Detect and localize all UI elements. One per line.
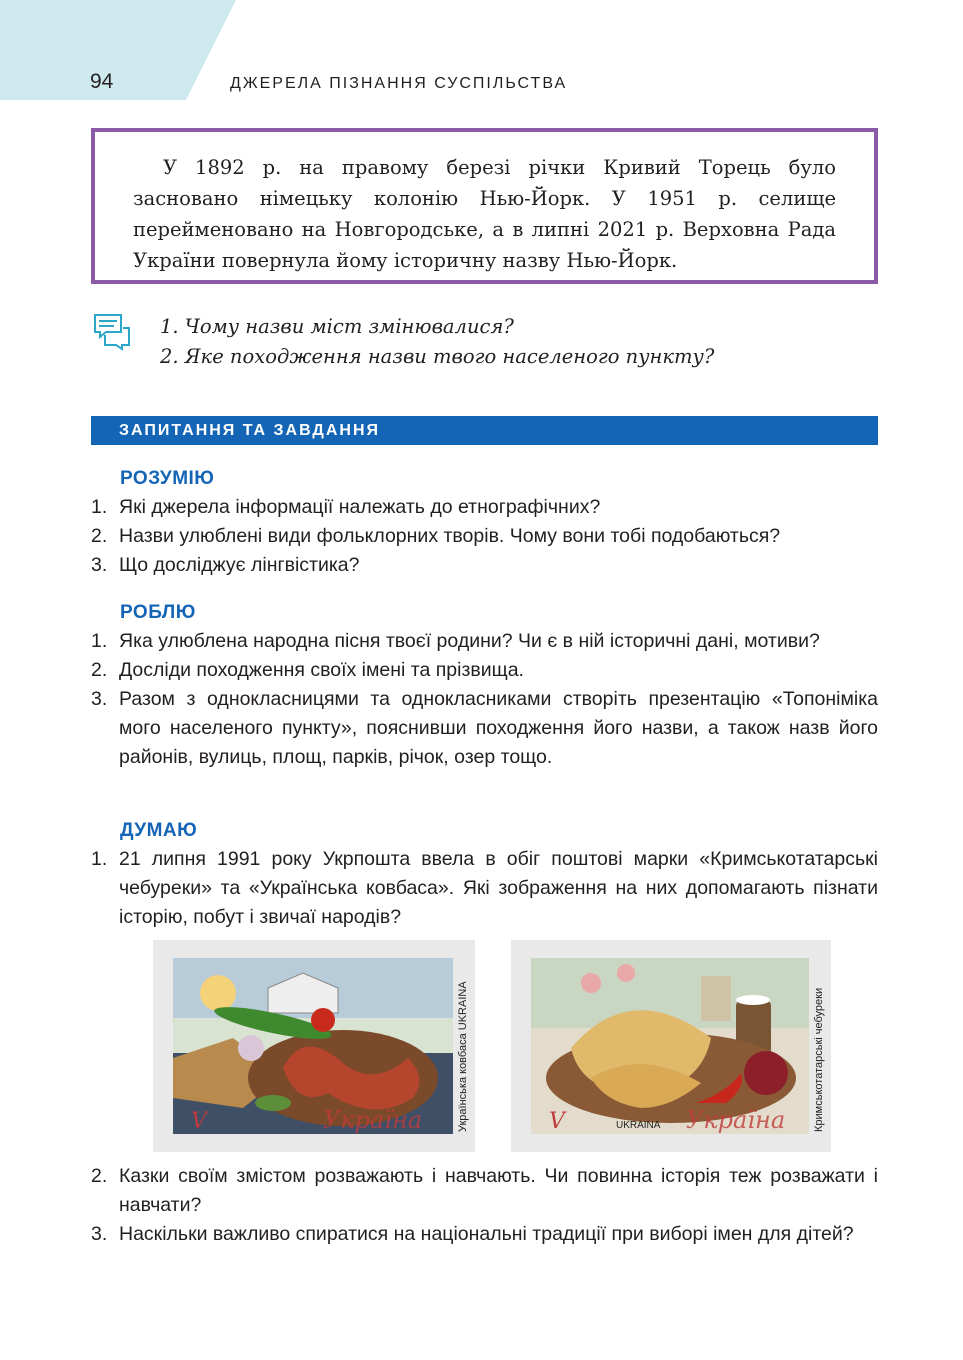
stamp-ukrainian-sausage [153,940,475,1152]
item-text: Досліди походження своїх імені та прізвища. [119,659,524,681]
item-number: 2. [91,525,108,547]
item-text: Які джерела інформації належать до етнографічних? [119,496,601,518]
item-number: 1. [91,848,108,870]
info-box-text: У 1892 р. на правому березі річки Кривий Торець було засновано німецьку колонію Нью-Йорк. У 1951 р. селище перейменовано на Новгородське, а в липні 2021 р. Верховна Рада України повернула йому історичну назву Нью-Йорк. [133,156,836,272]
think-list-part2 [91,1162,878,1249]
item-text: Назви улюблені види фольклорних творів. Чому вони тобі подобаються? [119,525,781,547]
do-list [91,627,878,772]
list-item [91,551,878,580]
item-number: 3. [91,688,108,710]
item-number: 2. [91,659,108,681]
stamp-illustration-chebureks [531,958,809,1134]
item-number: 3. [91,1223,108,1245]
section-title-bar: ЗАПИТАННЯ ТА ЗАВДАННЯ [91,416,878,445]
item-text: Що досліджує лінгвістика? [119,554,360,576]
item-text: Наскільки важливо спиратися на національні традиції при виборі імен для дітей? [119,1223,854,1245]
stamp-side-text: Кримськотатарські чебуреки [813,987,825,1132]
stamp-country-script: Україна [686,1106,786,1134]
page-number: 94 [90,70,114,93]
understand-list [91,493,878,580]
speech-bubble-icon [92,312,132,352]
discussion-questions [160,312,714,372]
heading-do: РОБЛЮ [120,602,196,623]
stamp-side-caption [809,958,827,1134]
stamp-country-script: Україна [323,1106,423,1134]
think-list-part1 [91,845,878,932]
stamp-country-latin: UKRAINA [457,981,469,1031]
list-item [91,1220,878,1249]
stamp-side-text: Українська ковбаса [457,1033,469,1132]
stamp-denomination: V [549,1109,565,1134]
item-text: Яка улюблена народна пісня твоєї родини? Чи є в ній історичні дані, мотиви? [119,630,820,652]
item-text: Казки своїм змістом розважають і навчають. Чи повинна історія теж розважати і навчати? [119,1165,878,1216]
stamp-illustration-sausage [173,958,453,1134]
item-text: Разом з однокласницями та однокласниками створіть презентацію «Топоніміка мого населеного пункту», пояснивши походження його назви, а також назв його районів, вулиць, площ, парків, річок, озер тощо. [119,688,878,768]
stamp-crimean-chebureks [511,940,831,1152]
corner-decoration [0,0,240,102]
list-item [91,845,878,932]
stamp-denomination: V [191,1109,207,1134]
item-text: 21 липня 1991 року Укрпошта ввела в обіг поштові марки «Кримськотатарські чебуреки» та «Українська ковбаса». Які зображення на них допомагають пізнати історію, побут і звичаї народів? [119,848,878,928]
list-item [91,493,878,522]
discussion-question: 1. Чому назви міст змінювалися? [160,315,514,338]
list-item [91,685,878,772]
svg-text:Українська ковбаса UKRAINA [457,981,469,1132]
running-title: ДЖЕРЕЛА ПІЗНАННЯ СУСПІЛЬСТВА [230,75,568,92]
heading-think: ДУМАЮ [120,820,198,841]
heading-understand: РОЗУМІЮ [120,468,215,489]
list-item [91,627,878,656]
item-number: 2. [91,1165,108,1187]
list-item [91,1162,878,1220]
info-box [91,128,878,284]
item-number: 3. [91,554,108,576]
item-number: 1. [91,496,108,518]
stamp-country-latin: UKRAINA [616,1120,661,1131]
list-item [91,522,878,551]
stamp-side-caption [453,958,471,1134]
list-item [91,656,878,685]
discussion-question: 2. Яке походження назви твого населеного пункту? [160,345,715,368]
item-number: 1. [91,630,108,652]
